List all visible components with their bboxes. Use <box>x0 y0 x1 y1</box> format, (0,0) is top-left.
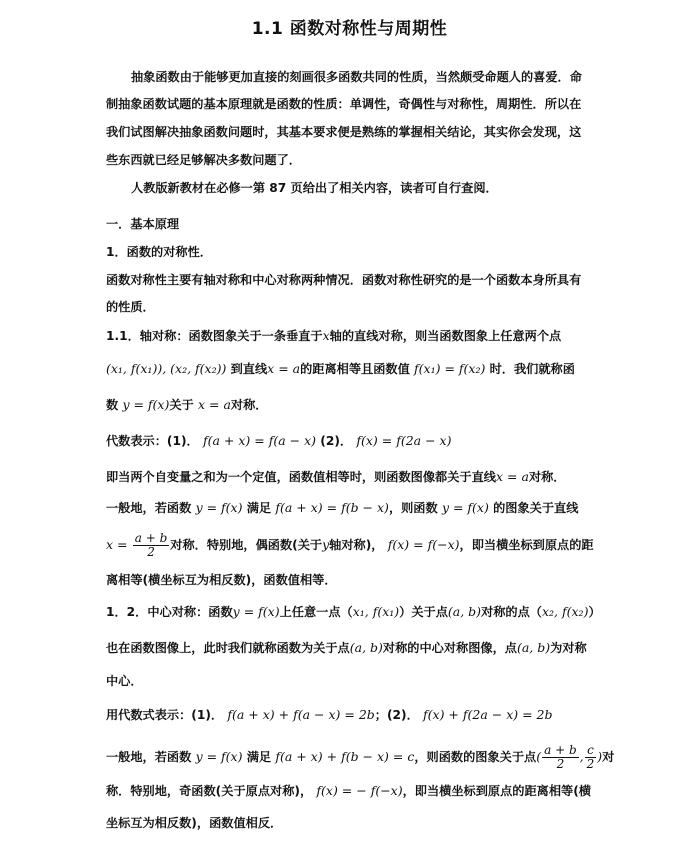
axis-sym-line-3: 数 y = f(x)关于 x = a对称． <box>106 397 268 412</box>
center-sym-general-1: 一般地，若函数 y = f(x) 满足 f(a + x) + f(b − x) = c，则函数的图象关于点( $\frac{a + b}{2}$ , $\frac{c}{2}$ )对 <box>106 743 615 771</box>
axis-sym-general-1: 一般地，若函数 y = f(x) 满足 f(a + x) = f(b − x)，则函数 y = f(x) 的图象关于直线 <box>106 500 579 515</box>
fraction: $\frac{c}{2}$ <box>586 743 595 771</box>
page-title: 1.1 函数对称性与周期性 <box>251 19 448 39</box>
center-sym-line-1: 1．2．中心对称：函数y = f(x)上任意一点（x₁, f(x₁)）关于点(a, b)对称的点（x₂, f(x₂)） <box>106 604 601 619</box>
subsection-heading: 1．函数的对称性． <box>106 245 212 259</box>
section-heading: 一．基本原理 <box>106 217 180 231</box>
center-sym-general-3: 坐标互为相反数)，函数值相反． <box>106 816 283 830</box>
axis-sym-general-2: x = $\frac{a + b}{2}$ 对称．特别地，偶函数(关于y轴对称)， f(x) = f(−x)，即当横坐标到原点的距 <box>106 531 594 559</box>
axis-sym-note: 即当两个自变量之和为一个定值，函数值相等时，则函数图像都关于直线x = a对称． <box>106 469 566 484</box>
paragraph-line: 函数对称性主要有轴对称和中心对称两种情况．函数对称性研究的是一个函数本身所具有 <box>106 273 582 287</box>
axis-sym-general-3: 离相等(横坐标互为相反数)，函数值相等． <box>106 573 337 587</box>
center-sym-general-2: 称．特别地，奇函数(关于原点对称)， f(x) = − f(−x)，即当横坐标到原点的距离相等(横 <box>106 783 591 798</box>
paragraph-line: 的性质． <box>106 300 155 314</box>
axis-sym-line-1: 1.1．轴对称：函数图象关于一条垂直于x轴的直线对称，则当函数图象上任意两个点 <box>106 328 562 343</box>
fraction: $\frac{a + b}{2}$ <box>544 743 577 771</box>
paragraph-line: 制抽象函数试题的基本原理就是函数的性质：单调性，奇偶性与对称性，周期性．所以在 <box>106 97 582 111</box>
center-sym-line-2: 也在函数图像上，此时我们就称函数为关于点(a, b)对称的中心对称图像，点(a, b)为对称 <box>106 640 587 655</box>
paragraph-line: 些东西就已经足够解决多数问题了． <box>106 153 301 167</box>
paragraph-line: 人教版新教材在必修一第 87 页给出了相关内容，读者可自行查阅． <box>131 181 498 195</box>
center-sym-line-3: 中心． <box>106 674 143 688</box>
center-sym-algebraic: 用代数式表示：(1)． f(a + x) + f(a − x) = 2b；(2)． f(x) + f(2a − x) = 2b <box>106 707 553 722</box>
fraction: $\frac{a + b}{2}$ <box>134 531 168 559</box>
paragraph-line: 抽象函数由于能够更加直接的刻画很多函数共同的性质，当然颇受命题人的喜爱．命 <box>131 70 582 84</box>
paragraph-line: 我们试图解决抽象函数问题时，其基本要求便是熟练的掌握相关结论，其实你会发现，这 <box>106 125 582 139</box>
axis-sym-algebraic: 代数表示：(1)． f(a + x) = f(a − x) (2)． f(x) = f(2a − x) <box>106 433 452 448</box>
axis-sym-line-2: (x₁, f(x₁)), (x₂, f(x₂)) 到直线x = a的距离相等且函数值 f(x₁) = f(x₂) 时．我们就称函 <box>106 361 575 376</box>
